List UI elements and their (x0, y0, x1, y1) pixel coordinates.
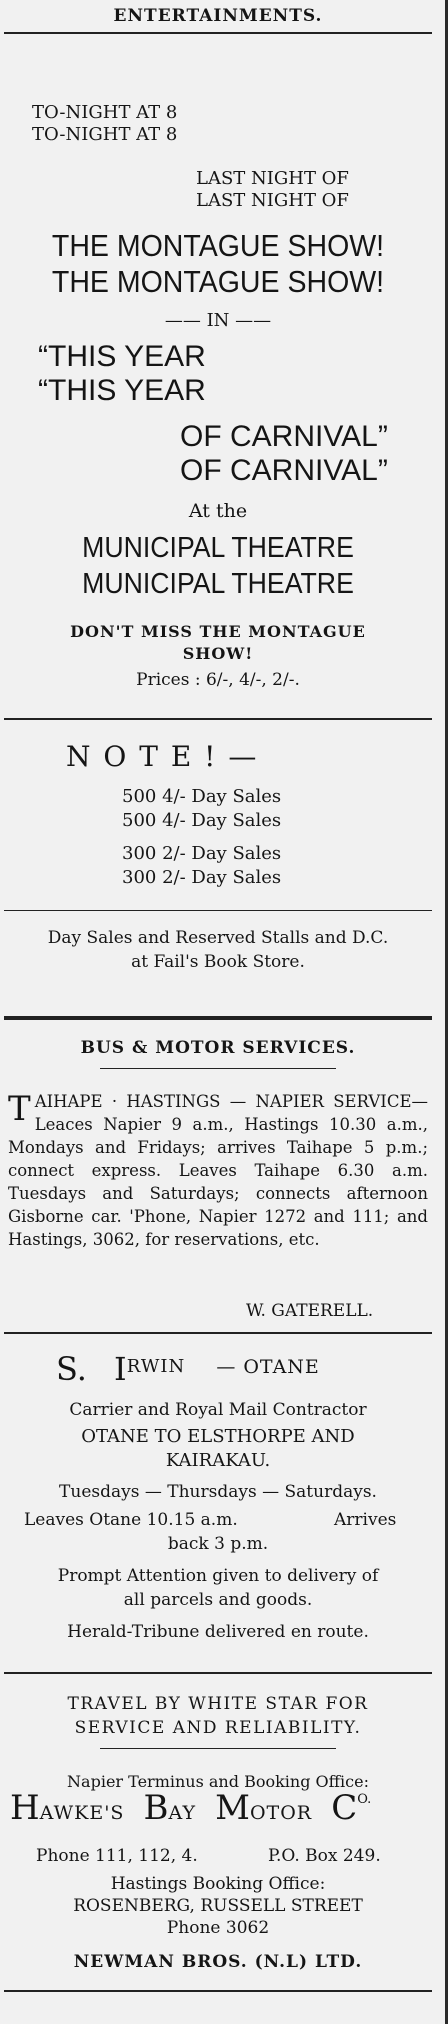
at-the-line: At the (188, 500, 248, 522)
section-heading: ENTERTAINMENTS. (113, 6, 323, 26)
company-part: O. (357, 1792, 372, 1807)
phone-line-2: Phone 3062 (166, 1918, 270, 1938)
venue-name: MUNICIPAL THEATRE (82, 532, 354, 564)
play-title-line: “THIS YEAR (38, 340, 206, 373)
note-line: 300 2/- Day Sales (122, 867, 282, 888)
show-name: THE MONTAGUE SHOW! (51, 228, 385, 263)
divider (100, 1748, 336, 1749)
note-line: 300 2/- Day Sales (122, 843, 282, 864)
venue-name: MUNICIPAL THEATRE (82, 568, 354, 600)
prompt-line: all parcels and goods. (123, 1590, 313, 1610)
note-line: 500 4/- Day Sales (122, 810, 282, 831)
irwin-rwin: RWIN (126, 1356, 186, 1377)
days-line: Tuesdays — Thursdays — Saturdays. (59, 1482, 377, 1502)
tonight-line: TO-NIGHT AT 8 (32, 124, 178, 145)
dont-miss-line: SHOW! (182, 644, 254, 663)
company-part: AWKE'S (39, 1802, 125, 1824)
whitestar-line: SERVICE AND RELIABILITY. (74, 1718, 362, 1738)
bus-service-text: AIHAPE · HASTINGS — NAPIER SERVICE—Leaces Napier 9 a.m., Hastings 10.30 a.m., Mondays and Fridays; arrives Taihape 5 p.m.; connect express. Leaves Taihape 6.30 a.m. Tuesdays and Saturdays; connects afternoon Gisborne car. 'Phone, Napier 1272 and 111; and Hastings, 3062, for reservations, etc. (8, 1092, 428, 1249)
irwin-initial: S. (56, 1350, 87, 1388)
rosenberg-line: ROSENBERG, RUSSELL STREET (73, 1896, 363, 1916)
route-line: OTANE TO ELSTHORPE AND (81, 1426, 355, 1447)
leaves-line: Leaves Otane 10.15 a.m. (24, 1510, 238, 1530)
hastings-office-line: Hastings Booking Office: (110, 1874, 326, 1894)
irwin-otane: — OTANE (216, 1356, 320, 1378)
back-line: back 3 p.m. (167, 1534, 269, 1554)
prompt-line: Prompt Attention given to delivery of (57, 1566, 379, 1586)
company-initial: H (10, 1788, 40, 1828)
company-name (10, 1788, 371, 1828)
bus-service-notice (8, 1090, 428, 1251)
bookings-line: at Fail's Book Store. (131, 952, 305, 972)
note-line: 500 4/- Day Sales (122, 786, 282, 807)
play-title-line: “THIS YEAR (38, 374, 206, 407)
bookings-line: Day Sales and Reserved Stalls and D.C. (47, 928, 389, 948)
divider (100, 1068, 336, 1069)
company-initial: B (143, 1788, 169, 1828)
divider (4, 1672, 432, 1674)
last-night-line: LAST NIGHT OF (196, 190, 349, 211)
prices-line: Prices : 6/-, 4/-, 2/-. (136, 670, 300, 690)
arrives-line: Arrives (334, 1510, 397, 1530)
drop-cap: T (8, 1089, 31, 1129)
section-heading: BUS & MOTOR SERVICES. (80, 1038, 356, 1058)
irwin-i: I (114, 1350, 127, 1388)
divider (4, 32, 432, 34)
note-heading: N O T E ! — (66, 740, 259, 773)
divider (4, 1990, 432, 1992)
pobox-line: P.O. Box 249. (268, 1846, 381, 1866)
whitestar-line: TRAVEL BY WHITE STAR FOR (67, 1694, 369, 1714)
dont-miss-line: DON'T MISS THE MONTAGUE (70, 622, 366, 641)
divider (4, 1332, 432, 1334)
play-title-line: OF CARNIVAL” (180, 454, 388, 487)
divider (4, 718, 432, 720)
company-initial: M (215, 1788, 250, 1828)
show-name: THE MONTAGUE SHOW! (51, 264, 385, 299)
last-night-line: LAST NIGHT OF (196, 168, 349, 189)
in-line: —— IN —— (164, 310, 272, 331)
route-line: KAIRAKAU. (165, 1450, 271, 1471)
play-title-line: OF CARNIVAL” (180, 420, 388, 453)
irwin-header (56, 1350, 320, 1388)
newman-line: NEWMAN BROS. (N.L) LTD. (73, 1952, 363, 1972)
divider (4, 910, 432, 911)
herald-line: Herald-Tribune delivered en route. (67, 1622, 369, 1642)
terminus-line: Napier Terminus and Booking Office: (67, 1772, 369, 1791)
tonight-line: TO-NIGHT AT 8 (32, 102, 178, 123)
signature: W. GATERELL. (246, 1301, 374, 1321)
double-divider (4, 1016, 432, 1020)
company-part: OTOR (249, 1802, 313, 1824)
carrier-line: Carrier and Royal Mail Contractor (69, 1400, 367, 1420)
phone-line: Phone 111, 112, 4. (36, 1846, 198, 1866)
company-part: AY (168, 1802, 197, 1824)
company-initial: C (331, 1788, 358, 1828)
